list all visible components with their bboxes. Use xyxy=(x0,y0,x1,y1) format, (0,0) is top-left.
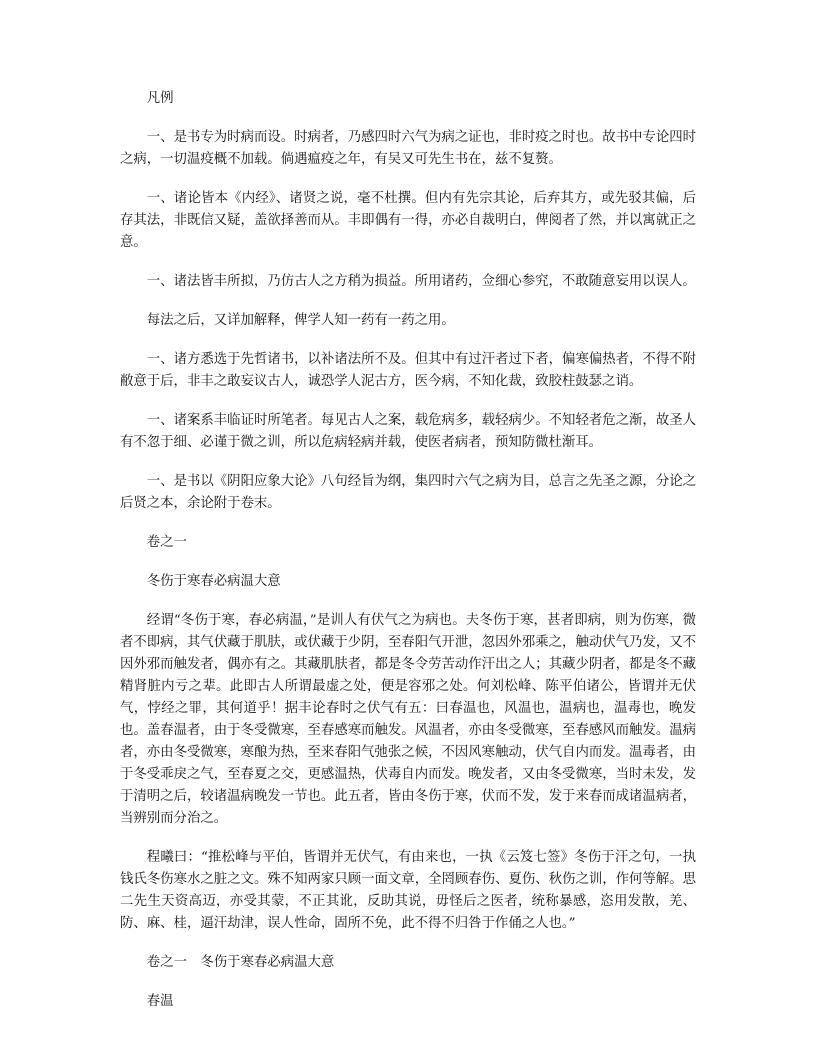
paragraph-commentary: 程曦曰：“推松峰与平伯，皆谓并无伏气，有由来也，一执《云笈七签》冬伤于汗之句，一执钱氏冬伤寒水之脏之文。殊不知两家只顾一面文章，全罔顾春伤、夏伤、秋伤之训，作何等解。思二先生天资高迈，亦受其蒙，不正其讹，反助其说，毋怪后之医者，统称暴感，恣用发散，羌、防、麻、桂，逼汗劫津，误人性命，固所不免，此不得不归咎于作俑之人也。” xyxy=(120,850,696,931)
paragraph-methods: 一、诸法皆丰所拟，乃仿古人之方稍为损益。所用诸药，佥细心参究，不敢随意妄用以误人。 xyxy=(146,274,696,289)
document-body xyxy=(120,88,696,1030)
paragraph-sources: 一、诸论皆本《内经》、诸贤之说，毫不杜撰。但内有先宗其论，后弃其方，或先驳其偏，后存其法，非既信又疑，盖欲择善而从。丰即偶有一得，亦必自裁明白，俾阅者了然，并以寓就正之意。 xyxy=(120,191,696,250)
section-title-fanli: 凡例 xyxy=(146,91,174,106)
paragraph-explanations: 每法之后，又详加解释，俾学人知一药有一药之用。 xyxy=(146,313,455,328)
chapter-title: 冬伤于寒春必病温大意 xyxy=(146,574,281,589)
paragraph-structure: 一、是书以《阴阳应象大论》八句经旨为纲，集四时六气之病为目，总言之先圣之源，分论之后贤之本，余论附于卷末。 xyxy=(120,474,696,511)
volume-title: 卷之一 xyxy=(146,535,187,550)
running-heading: 卷之一 冬伤于寒春必病温大意 xyxy=(146,955,335,970)
subsection-title: 春温 xyxy=(146,994,174,1009)
paragraph-main-text: 经谓“冬伤于寒，春必病温，”是训人有伏气之为病也。夫冬伤于寒，甚者即病，则为伤寒，微者不即病，其气伏藏于肌肤，或伏藏于少阴，至春阳气开泄，忽因外邪乘之，触动伏气乃发，又不因外邪而触发者，偶亦有之。其藏肌肤者，都是冬令劳苦动作汗出之人；其藏少阴者，都是冬不藏精肾脏内亏之辈。此即古人所谓最虚之处，便是容邪之处。何刘松峰、陈平伯诸公，皆谓并无伏气，悖经之罪，其何道乎！据丰论春时之伏气有五：曰春温也，风温也，温病也，温毒也，晚发也。盖春温者，由于冬受微寒，至春感寒而触发。风温者，亦由冬受微寒，至春感风而触发。温病者，亦由冬受微寒，寒酿为热，至来春阳气弛张之候，不因风寒触动，伏气自内而发。温毒者，由于冬受乖戾之气，至春夏之交，更感温热，伏毒自内而发。晚发者，又由冬受微寒，当时未发，发于清明之后，较诸温病晚发一节也。此五者，皆由冬伤于寒，伏而不发，发于来春而成诸温病者，当辨别而分治之。 xyxy=(120,613,696,826)
paragraph-scope: 一、是书专为时病而设。时病者，乃感四时六气为病之证也，非时疫之时也。故书中专论四时之病，一切温疫概不加载。倘遇瘟疫之年，有吴又可先生书在，兹不复赘。 xyxy=(120,130,696,167)
paragraph-formulas: 一、诸方悉选于先哲诸书，以补诸法所不及。但其中有过汗者过下者，偏寒偏热者，不得不附敝意于后，非丰之敢妄议古人，诚恐学人泥古方，医今病，不知化裁，致胶柱鼓瑟之诮。 xyxy=(120,352,696,389)
paragraph-cases: 一、诸案系丰临证时所笔者。每见古人之案，载危病多，载轻病少。不知轻者危之渐，故圣人有不忽于细、必谨于微之训，所以危病轻病并载，使医者病者，预知防微杜渐耳。 xyxy=(120,413,696,450)
